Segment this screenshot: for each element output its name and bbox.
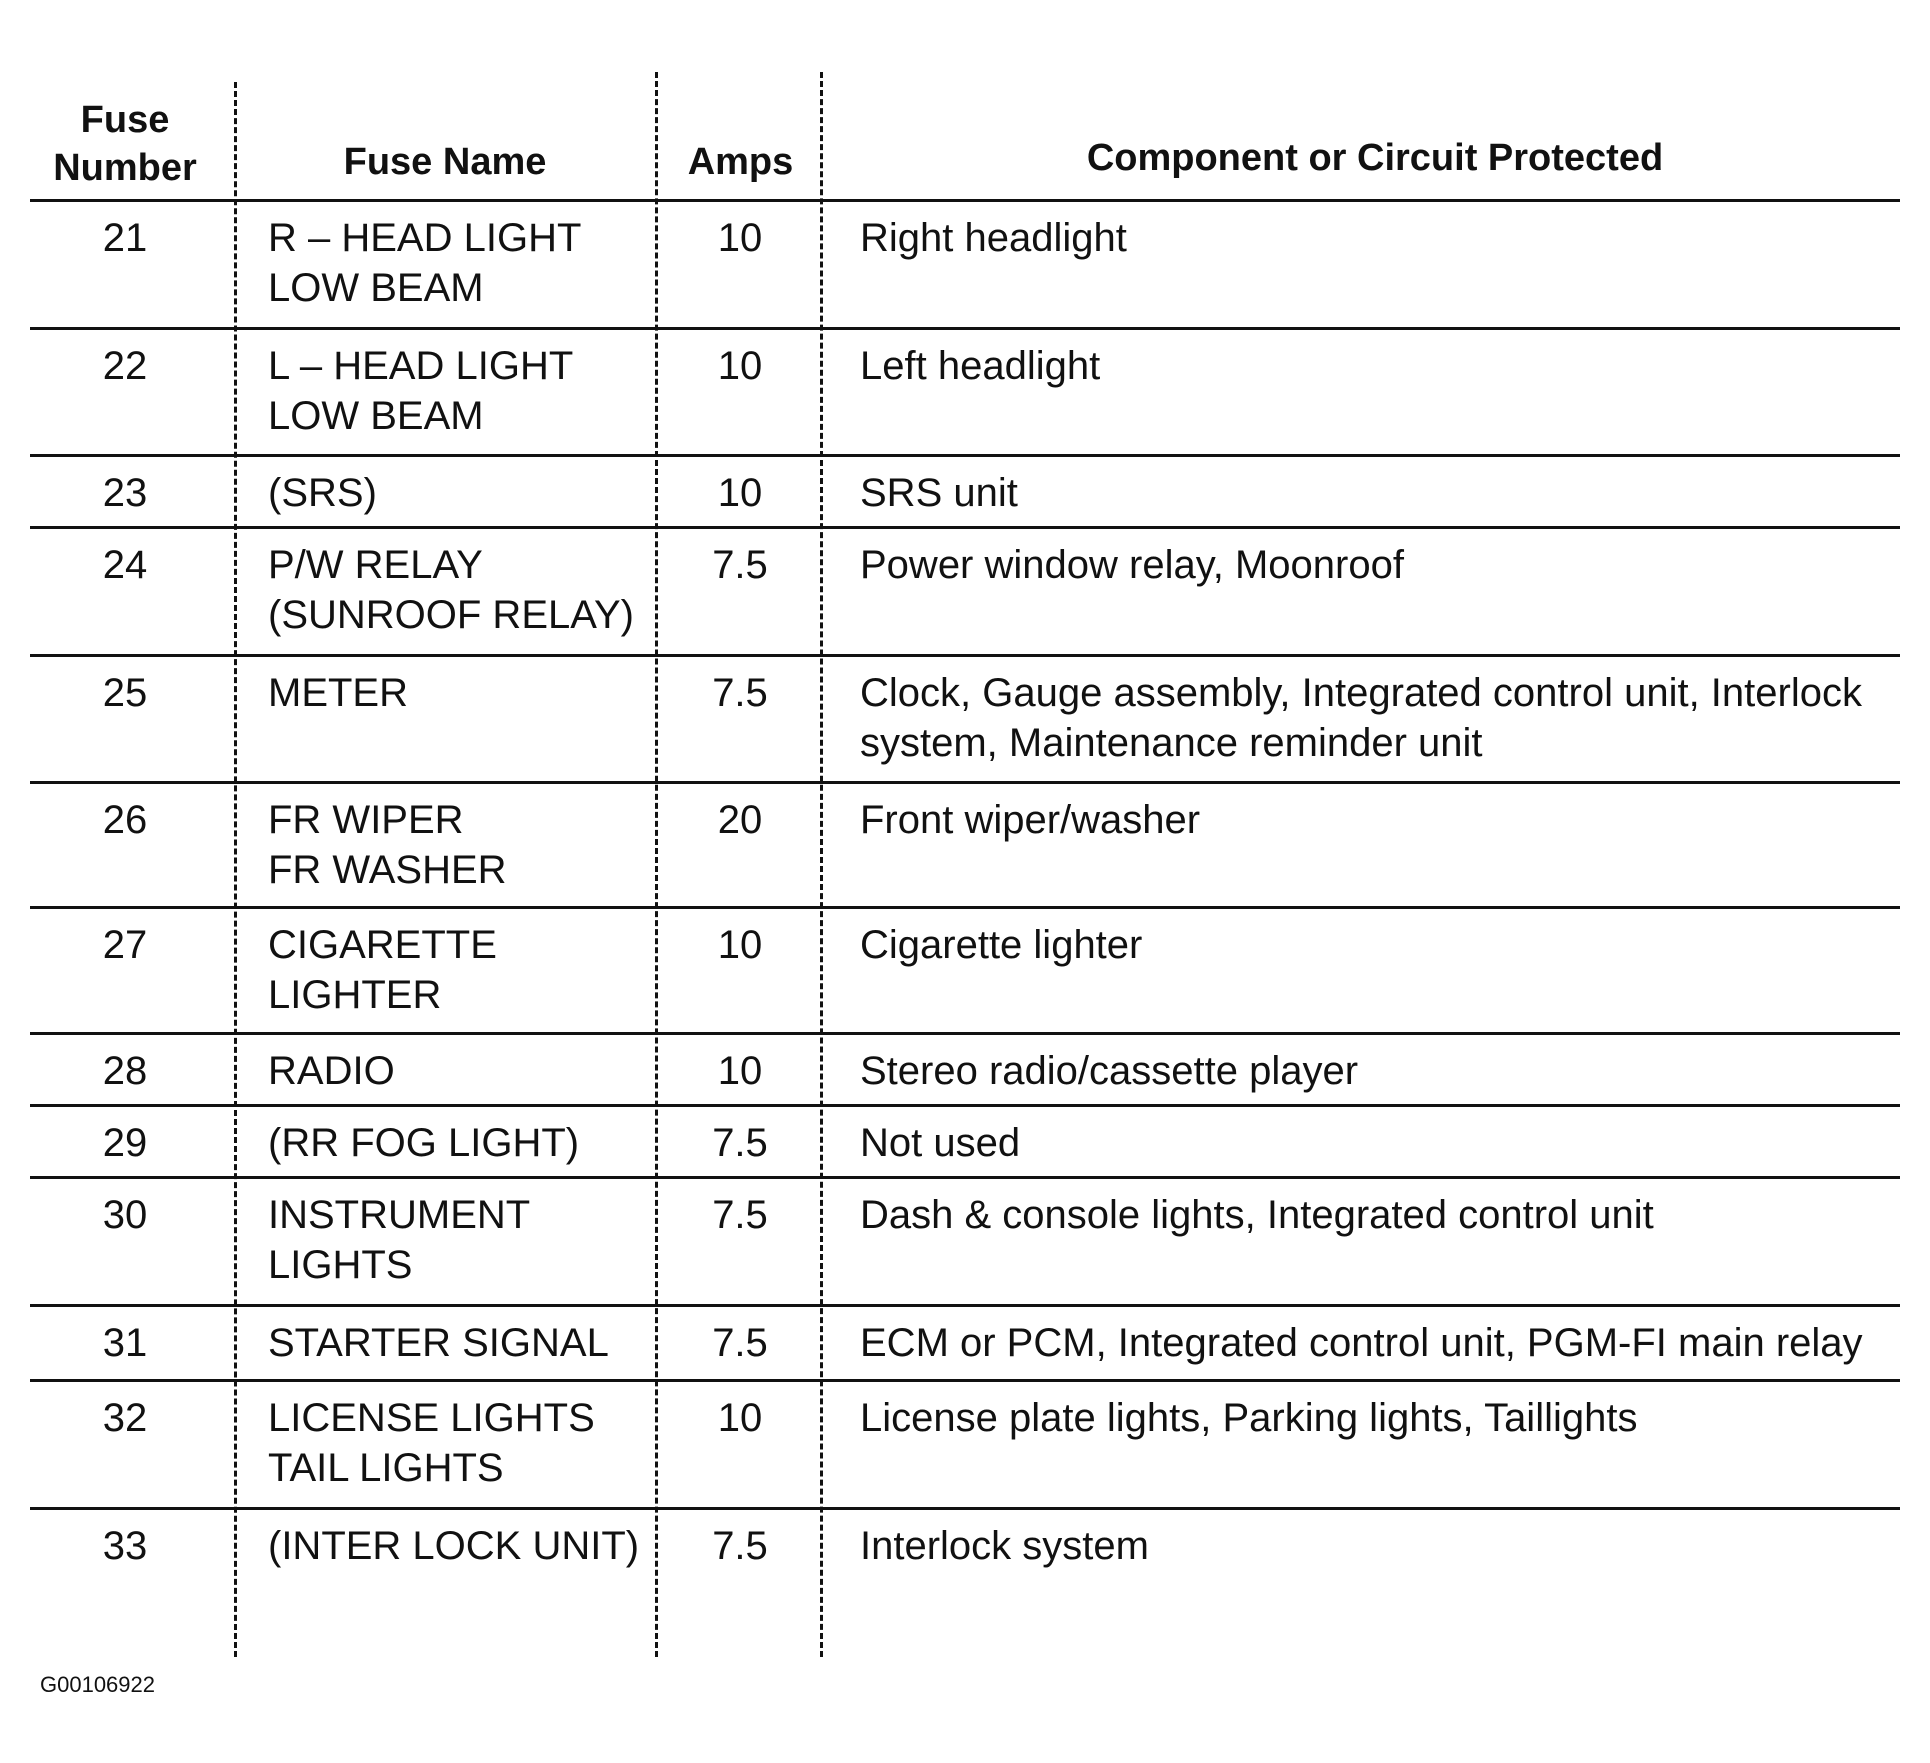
amps-cell: 20 [717, 798, 763, 842]
amps-cell: 10 [717, 923, 763, 967]
fuse-name-cell: FR WIPER FR WASHER [268, 798, 507, 892]
fuse-name-cell: INSTRUMENT LIGHTS [268, 1193, 531, 1287]
fuse-name-cell: L – HEAD LIGHT LOW BEAM [268, 344, 574, 438]
fuse-number-cell: 32 [102, 1396, 148, 1440]
fuse-number-cell: 27 [102, 923, 148, 967]
header-circuit: Component or Circuit Protected [1086, 137, 1664, 179]
fuse-name-cell: (SRS) [268, 471, 377, 515]
row-rule [30, 1379, 1900, 1382]
row-rule [30, 906, 1900, 909]
circuit-cell: ECM or PCM, Integrated control unit, PGM-FI main relay [860, 1321, 1863, 1365]
circuit-cell: Right headlight [860, 216, 1127, 260]
circuit-cell: Interlock system [860, 1524, 1149, 1568]
fuse-name-cell: CIGARETTE LIGHTER [268, 923, 497, 1017]
amps-cell: 10 [717, 216, 763, 260]
fuse-name-cell: RADIO [268, 1049, 395, 1093]
fuse-name-cell: (RR FOG LIGHT) [268, 1121, 580, 1165]
row-rule [30, 1507, 1900, 1510]
fuse-name-cell: METER [268, 671, 408, 715]
row-rule [30, 526, 1900, 529]
circuit-cell: Stereo radio/cassette player [860, 1049, 1359, 1093]
header-fuse-name: Fuse Name [343, 141, 547, 183]
fuse-number-cell: 26 [102, 798, 148, 842]
fuse-number-cell: 28 [102, 1049, 148, 1093]
fuse-name-cell: LICENSE LIGHTS TAIL LIGHTS [268, 1396, 595, 1490]
circuit-cell: Dash & console lights, Integrated control unit [860, 1193, 1654, 1237]
circuit-cell: SRS unit [860, 471, 1018, 515]
fuse-table [30, 72, 1900, 1657]
row-rule [30, 1104, 1900, 1107]
figure-id: G00106922 [40, 1672, 155, 1697]
fuse-name-cell: (INTER LOCK UNIT) [268, 1524, 640, 1568]
header-amps: Amps [687, 141, 794, 183]
fuse-number-cell: 25 [102, 671, 148, 715]
amps-cell: 7.5 [712, 1321, 768, 1365]
row-rule [30, 1032, 1900, 1035]
row-rule [30, 199, 1900, 202]
amps-cell: 7.5 [712, 671, 768, 715]
circuit-cell: Power window relay, Moonroof [860, 543, 1404, 587]
amps-cell: 7.5 [712, 1121, 768, 1165]
column-separator [234, 82, 237, 1657]
circuit-cell: Clock, Gauge assembly, Integrated control unit, Interlock system, Maintenance reminder unit [860, 671, 1862, 765]
fuse-number-cell: 24 [102, 543, 148, 587]
amps-cell: 10 [717, 1049, 763, 1093]
row-rule [30, 327, 1900, 330]
fuse-number-cell: 33 [102, 1524, 148, 1568]
amps-cell: 10 [717, 1396, 763, 1440]
amps-cell: 7.5 [712, 1524, 768, 1568]
column-separator [820, 72, 823, 1657]
fuse-number-cell: 22 [102, 344, 148, 388]
fuse-number-cell: 31 [102, 1321, 148, 1365]
circuit-cell: License plate lights, Parking lights, Taillights [860, 1396, 1638, 1440]
fuse-number-cell: 30 [102, 1193, 148, 1237]
amps-cell: 7.5 [712, 543, 768, 587]
amps-cell: 10 [717, 344, 763, 388]
fuse-name-cell: P/W RELAY (SUNROOF RELAY) [268, 543, 634, 637]
fuse-name-cell: R – HEAD LIGHT LOW BEAM [268, 216, 582, 310]
row-rule [30, 654, 1900, 657]
circuit-cell: Left headlight [860, 344, 1101, 388]
circuit-cell: Cigarette lighter [860, 923, 1143, 967]
fuse-number-cell: 21 [102, 216, 148, 260]
header-fuse-number: Fuse Number [53, 99, 197, 189]
fuse-name-cell: STARTER SIGNAL [268, 1321, 609, 1365]
column-separator [655, 72, 658, 1657]
amps-cell: 10 [717, 471, 763, 515]
fuse-number-cell: 29 [102, 1121, 148, 1165]
row-rule [30, 1176, 1900, 1179]
row-rule [30, 454, 1900, 457]
row-rule [30, 1304, 1900, 1307]
circuit-cell: Not used [860, 1121, 1021, 1165]
row-rule [30, 781, 1900, 784]
amps-cell: 7.5 [712, 1193, 768, 1237]
fuse-number-cell: 23 [102, 471, 148, 515]
circuit-cell: Front wiper/washer [860, 798, 1201, 842]
